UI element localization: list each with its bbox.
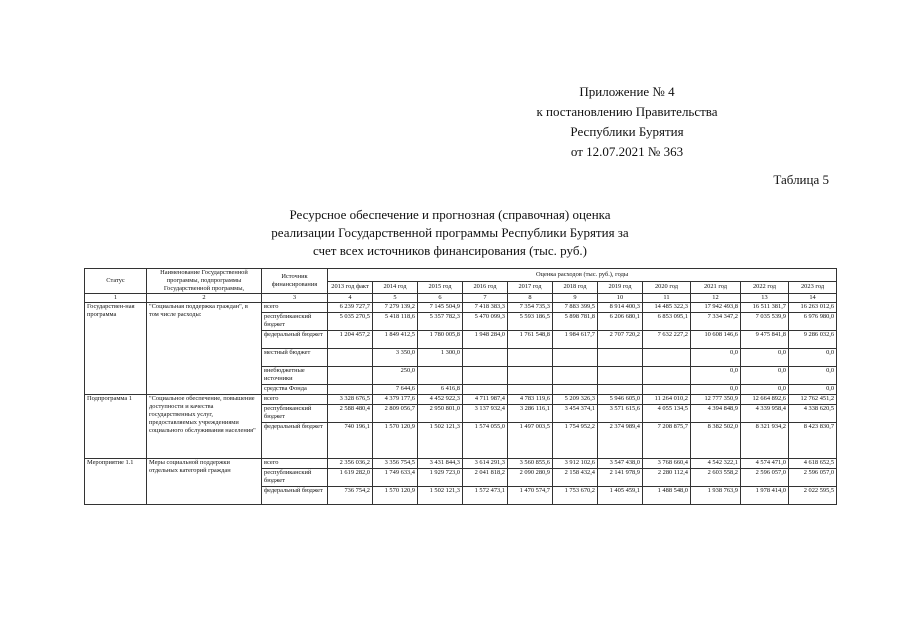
row-value-cell: 7 354 735,3: [508, 303, 553, 313]
row-value-cell: 2 041 818,2: [463, 469, 508, 487]
row-value-cell: [328, 367, 373, 385]
row-value-cell: 736 754,2: [328, 487, 373, 505]
row-value-cell: 2 374 989,4: [598, 423, 643, 459]
row-value-cell: 8 382 502,0: [691, 423, 741, 459]
row-value-cell: 2 707 720,2: [598, 331, 643, 349]
row-value-cell: 14 485 322,3: [643, 303, 691, 313]
column-number: 6: [418, 294, 463, 303]
column-number: 10: [598, 294, 643, 303]
row-value-cell: 5 593 186,5: [508, 313, 553, 331]
row-value-cell: 7 208 875,7: [643, 423, 691, 459]
annex-line-2: к постановлению Правительства: [536, 104, 718, 119]
row-value-cell: [643, 385, 691, 395]
row-value-cell: 4 783 119,6: [508, 395, 553, 405]
row-value-cell: 2 809 056,7: [373, 405, 418, 423]
row-value-cell: 8 914 400,3: [598, 303, 643, 313]
row-value-cell: 5 035 270,5: [328, 313, 373, 331]
row-funding-source: средства Фонда: [262, 385, 328, 395]
column-number: 1: [85, 294, 147, 303]
row-value-cell: 1 780 005,8: [418, 331, 463, 349]
row-status: Государствен-ная программа: [85, 303, 147, 395]
column-number: 12: [691, 294, 741, 303]
row-funding-source: всего: [262, 395, 328, 405]
row-value-cell: [463, 367, 508, 385]
table-row: [85, 459, 837, 469]
table-row: [85, 395, 837, 405]
row-status: Мероприятие 1.1: [85, 459, 147, 505]
row-value-cell: 5 209 326,3: [553, 395, 598, 405]
header-year: 2020 год: [643, 281, 691, 294]
row-value-cell: 1 570 120,9: [373, 423, 418, 459]
column-number: 5: [373, 294, 418, 303]
row-value-cell: 3 431 844,3: [418, 459, 463, 469]
table-label: Таблица 5: [773, 172, 829, 187]
row-value-cell: [463, 385, 508, 395]
header-year: 2021 год: [691, 281, 741, 294]
annex-line-4: от 12.07.2021 № 363: [570, 144, 684, 159]
row-value-cell: 0,0: [789, 385, 837, 395]
row-value-cell: 9 475 841,8: [741, 331, 789, 349]
title-line-2: реализации Государственной программы Республики Бурятия за: [271, 225, 629, 240]
header-year: 2015 год: [418, 281, 463, 294]
header-expense-group: Оценка расходов (тыс. руб.), годы: [328, 269, 837, 282]
row-status: Подпрограмма 1: [85, 395, 147, 459]
row-funding-source: республиканский бюджет: [262, 469, 328, 487]
row-value-cell: 9 286 032,6: [789, 331, 837, 349]
header-year: 2018 год: [553, 281, 598, 294]
row-value-cell: 5 418 118,6: [373, 313, 418, 331]
row-value-cell: 2 596 057,0: [741, 469, 789, 487]
column-number: 14: [789, 294, 837, 303]
row-value-cell: 1 984 617,7: [553, 331, 598, 349]
row-value-cell: 1 405 459,1: [598, 487, 643, 505]
annex-line-3: Республики Бурятия: [570, 124, 684, 139]
row-value-cell: 740 196,1: [328, 423, 373, 459]
header-year: 2013 год факт: [328, 281, 373, 294]
row-value-cell: 6 239 727,7: [328, 303, 373, 313]
row-value-cell: 4 394 848,9: [691, 405, 741, 423]
row-value-cell: 0,0: [741, 367, 789, 385]
document-title: [180, 206, 720, 260]
row-value-cell: 5 357 782,3: [418, 313, 463, 331]
header-year: 2014 год: [373, 281, 418, 294]
header-status: Статус: [85, 269, 147, 294]
row-value-cell: 1 497 003,5: [508, 423, 553, 459]
column-number: 9: [553, 294, 598, 303]
row-value-cell: 7 334 347,2: [691, 313, 741, 331]
row-funding-source: федеральный бюджет: [262, 331, 328, 349]
row-program-name: "Социальное обеспечение, повышение доступности и качества государственных услуг, предоставляемых учреждениями социального обслуживания населения": [147, 395, 262, 459]
row-value-cell: 1 754 952,2: [553, 423, 598, 459]
row-value-cell: 2 356 036,2: [328, 459, 373, 469]
annex-line-1: Приложение № 4: [579, 84, 675, 99]
row-value-cell: 1 948 284,0: [463, 331, 508, 349]
column-number: 7: [463, 294, 508, 303]
row-value-cell: 1 938 763,9: [691, 487, 741, 505]
row-value-cell: [508, 385, 553, 395]
column-number: 3: [262, 294, 328, 303]
row-value-cell: 1 570 120,9: [373, 487, 418, 505]
row-value-cell: 7 418 383,3: [463, 303, 508, 313]
column-number: 4: [328, 294, 373, 303]
row-value-cell: 4 574 471,0: [741, 459, 789, 469]
header-source: Источник финансирования: [262, 269, 328, 294]
row-funding-source: внебюджетные источники: [262, 367, 328, 385]
row-value-cell: 0,0: [789, 367, 837, 385]
row-value-cell: 3 454 374,1: [553, 405, 598, 423]
annex-header: [497, 82, 757, 162]
row-funding-source: всего: [262, 303, 328, 313]
row-value-cell: 7 632 227,2: [643, 331, 691, 349]
row-funding-source: федеральный бюджет: [262, 423, 328, 459]
table-row: [85, 303, 837, 313]
row-value-cell: [463, 349, 508, 367]
row-value-cell: [508, 349, 553, 367]
row-value-cell: 4 711 987,4: [463, 395, 508, 405]
row-value-cell: 6 976 980,0: [789, 313, 837, 331]
row-value-cell: 16 511 381,7: [741, 303, 789, 313]
column-number: 2: [147, 294, 262, 303]
row-value-cell: 12 664 892,6: [741, 395, 789, 405]
row-value-cell: 2 022 595,5: [789, 487, 837, 505]
row-value-cell: 16 263 012,6: [789, 303, 837, 313]
row-value-cell: 3 328 676,5: [328, 395, 373, 405]
row-value-cell: 4 379 177,6: [373, 395, 418, 405]
resource-table: [84, 268, 837, 505]
row-value-cell: 10 608 146,6: [691, 331, 741, 349]
row-funding-source: местный бюджет: [262, 349, 328, 367]
row-value-cell: 1 502 121,3: [418, 487, 463, 505]
row-value-cell: [553, 349, 598, 367]
header-year: 2019 год: [598, 281, 643, 294]
title-line-1: Ресурсное обеспечение и прогнозная (справочная) оценка: [289, 207, 611, 222]
row-value-cell: 1 929 723,0: [418, 469, 463, 487]
column-number: 13: [741, 294, 789, 303]
row-value-cell: 5 898 781,8: [553, 313, 598, 331]
column-number-row: [85, 294, 837, 303]
row-value-cell: 0,0: [741, 385, 789, 395]
row-value-cell: 4 542 322,1: [691, 459, 741, 469]
row-value-cell: 7 279 139,2: [373, 303, 418, 313]
row-funding-source: республиканский бюджет: [262, 405, 328, 423]
row-value-cell: 3 768 660,4: [643, 459, 691, 469]
row-value-cell: 4 339 958,4: [741, 405, 789, 423]
row-value-cell: 3 912 102,6: [553, 459, 598, 469]
row-value-cell: [598, 367, 643, 385]
row-value-cell: 1 753 670,2: [553, 487, 598, 505]
row-value-cell: 12 762 451,2: [789, 395, 837, 405]
row-value-cell: 1 502 121,3: [418, 423, 463, 459]
row-value-cell: 8 423 830,7: [789, 423, 837, 459]
table-body: [85, 303, 837, 505]
header-year: 2023 год: [789, 281, 837, 294]
row-value-cell: [328, 385, 373, 395]
row-program-name: Меры социальной поддержки отдельных категорий граждан: [147, 459, 262, 505]
row-value-cell: 1 761 548,8: [508, 331, 553, 349]
row-value-cell: 2 596 057,0: [789, 469, 837, 487]
row-value-cell: 7 035 539,9: [741, 313, 789, 331]
title-line-3: счет всех источников финансирования (тыс. руб.): [312, 243, 588, 258]
row-value-cell: 12 777 350,9: [691, 395, 741, 405]
row-value-cell: [553, 385, 598, 395]
row-value-cell: [328, 349, 373, 367]
row-value-cell: 1 978 414,0: [741, 487, 789, 505]
row-value-cell: [643, 349, 691, 367]
row-value-cell: 3 356 754,5: [373, 459, 418, 469]
row-value-cell: 8 321 934,2: [741, 423, 789, 459]
row-value-cell: 2 588 480,4: [328, 405, 373, 423]
row-value-cell: 4 055 134,5: [643, 405, 691, 423]
row-value-cell: 2 280 112,4: [643, 469, 691, 487]
row-value-cell: 3 560 855,6: [508, 459, 553, 469]
header-year: 2017 год: [508, 281, 553, 294]
row-value-cell: 2 141 978,9: [598, 469, 643, 487]
row-value-cell: 1 574 055,0: [463, 423, 508, 459]
row-value-cell: 0,0: [741, 349, 789, 367]
row-value-cell: 3 350,0: [373, 349, 418, 367]
row-value-cell: 2 950 801,0: [418, 405, 463, 423]
row-value-cell: 11 264 010,2: [643, 395, 691, 405]
row-value-cell: [598, 385, 643, 395]
row-value-cell: 1 204 457,2: [328, 331, 373, 349]
table-header-row: [85, 269, 837, 282]
row-value-cell: 3 547 438,0: [598, 459, 643, 469]
row-value-cell: 4 618 652,5: [789, 459, 837, 469]
row-value-cell: 1 749 633,4: [373, 469, 418, 487]
row-value-cell: [508, 367, 553, 385]
row-value-cell: 1 488 548,0: [643, 487, 691, 505]
row-value-cell: 2 158 432,4: [553, 469, 598, 487]
row-funding-source: всего: [262, 459, 328, 469]
row-value-cell: 6 206 680,1: [598, 313, 643, 331]
row-value-cell: 4 452 922,3: [418, 395, 463, 405]
row-value-cell: [418, 367, 463, 385]
row-value-cell: 1 619 282,0: [328, 469, 373, 487]
row-value-cell: 0,0: [691, 367, 741, 385]
row-value-cell: 0,0: [789, 349, 837, 367]
row-funding-source: федеральный бюджет: [262, 487, 328, 505]
row-value-cell: 6 853 095,1: [643, 313, 691, 331]
row-value-cell: 2 603 558,2: [691, 469, 741, 487]
row-value-cell: 0,0: [691, 385, 741, 395]
column-number: 8: [508, 294, 553, 303]
row-program-name: "Социальная поддержка граждан", в том числе расходы:: [147, 303, 262, 395]
row-value-cell: 17 942 493,8: [691, 303, 741, 313]
row-value-cell: [598, 349, 643, 367]
row-value-cell: [643, 367, 691, 385]
header-year: 2016 год: [463, 281, 508, 294]
row-value-cell: 3 137 932,4: [463, 405, 508, 423]
column-number: 11: [643, 294, 691, 303]
row-value-cell: 6 416,8: [418, 385, 463, 395]
row-value-cell: 4 338 620,5: [789, 405, 837, 423]
row-value-cell: 1 572 473,1: [463, 487, 508, 505]
row-funding-source: республиканский бюджет: [262, 313, 328, 331]
row-value-cell: 3 614 291,3: [463, 459, 508, 469]
row-value-cell: 3 286 116,1: [508, 405, 553, 423]
row-value-cell: 7 883 399,5: [553, 303, 598, 313]
row-value-cell: 7 644,6: [373, 385, 418, 395]
row-value-cell: 3 571 615,6: [598, 405, 643, 423]
row-value-cell: [553, 367, 598, 385]
row-value-cell: 250,0: [373, 367, 418, 385]
row-value-cell: 0,0: [691, 349, 741, 367]
row-value-cell: 2 090 280,9: [508, 469, 553, 487]
header-year: 2022 год: [741, 281, 789, 294]
row-value-cell: 5 470 099,3: [463, 313, 508, 331]
header-name: Наименование Государственной программы, подпрограммы Государственной программы,: [147, 269, 262, 294]
row-value-cell: 7 145 504,9: [418, 303, 463, 313]
row-value-cell: 5 946 605,0: [598, 395, 643, 405]
row-value-cell: 1 470 574,7: [508, 487, 553, 505]
row-value-cell: 1 300,0: [418, 349, 463, 367]
row-value-cell: 1 849 412,5: [373, 331, 418, 349]
